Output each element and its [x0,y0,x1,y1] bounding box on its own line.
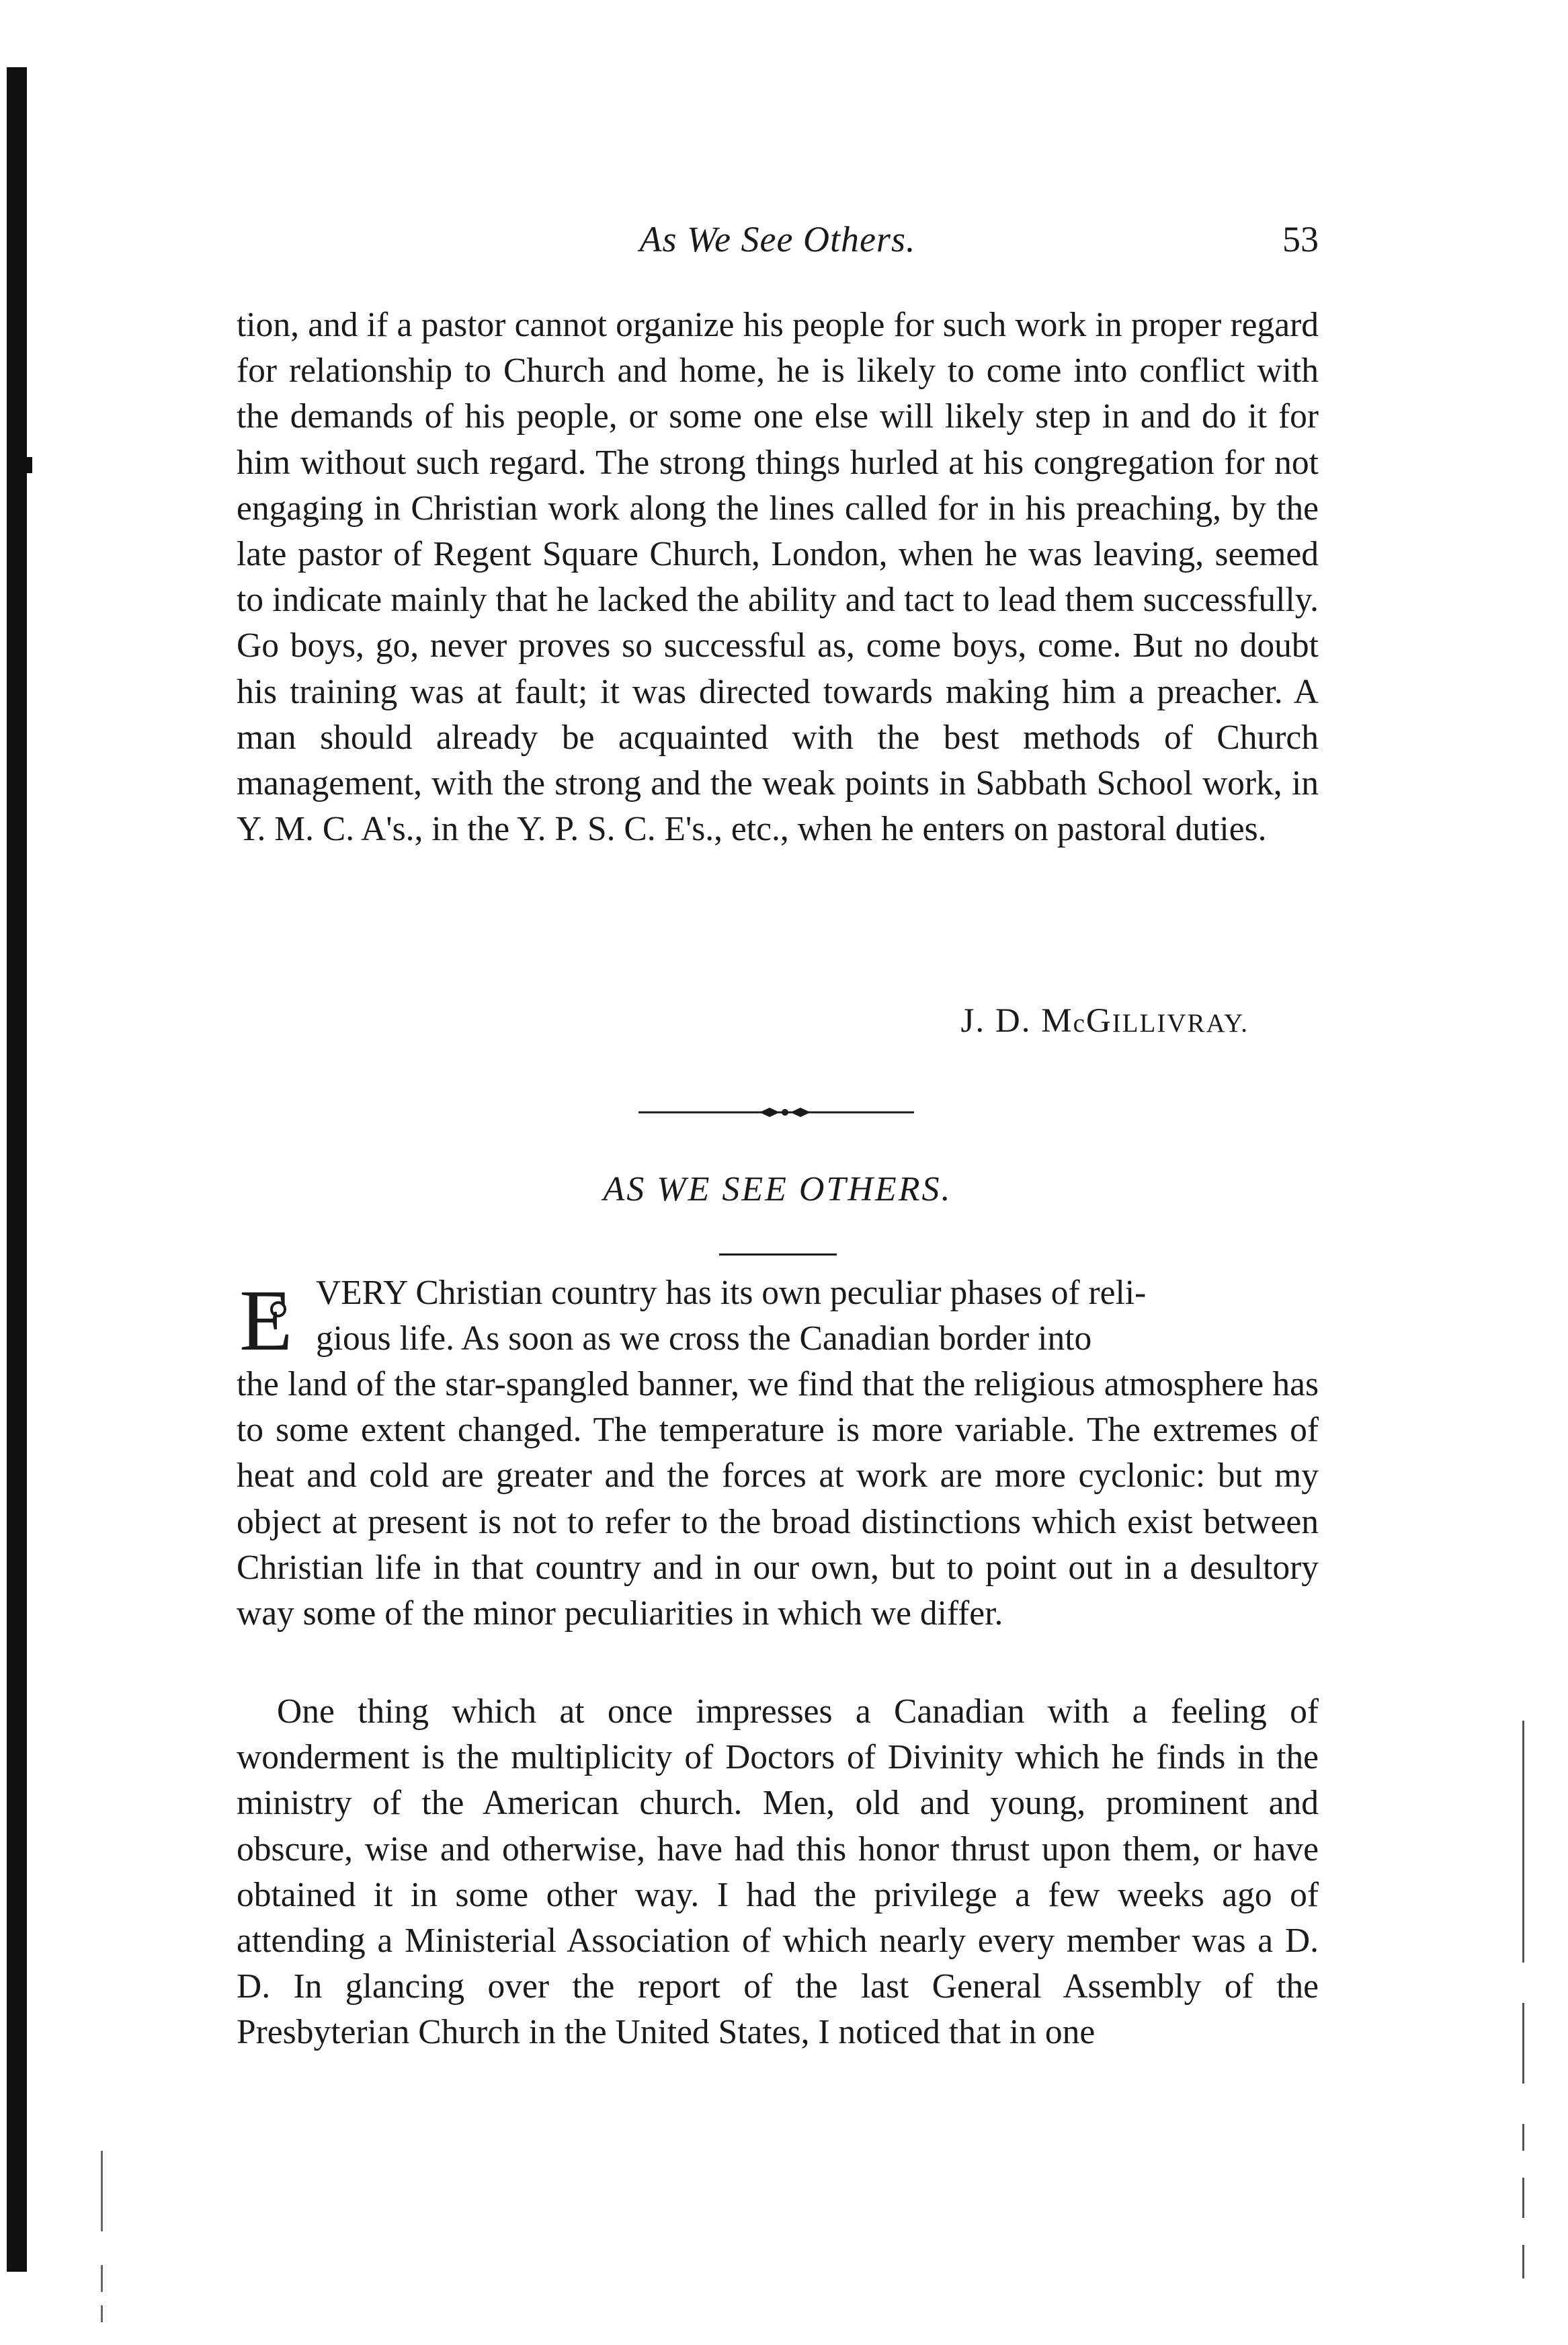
page-header [237,218,1319,272]
article-paragraph-2: One thing which at once impresses a Canadian with a feeling of wonderment is the multiplicity of Doctors of Divinity which he finds in the ministry of the American church. Men, old and young, prominent and obscure, wise and otherwise, have had this honor thrust upon them, or have obtained it in some other way. I had the privilege a few weeks ago of attending a Ministerial Association of which nearly every member was a D. D. In glancing over the report of the last General Assembly of the Presbyterian Church in the United States, I noticed that in one [237,1692,1319,2052]
article-paragraph-1: the land of the star-spangled banner, we find that the religious atmosphere has to some extent changed. The temperature is more variable. The extremes of heat and cold are greater and the forces at work are more cyclonic: but my object at present is not to refer to the broad distinctions which exist between Christian life in that country and in our own, but to point out in a desultory way some of the minor peculiarities in which we differ. [237,1365,1319,1633]
title-rule [719,1253,837,1256]
author-signature [961,1001,1249,1040]
drop-cap-e [237,1280,304,1355]
signature-rest: ILLIVRAY. [1112,1009,1249,1038]
section-divider-ornament [638,1102,914,1122]
scan-edge-notch [23,457,32,473]
svg-text:E: E [239,1280,293,1355]
scan-left-specks [101,2151,104,2326]
signature-initials: J. D. [960,1002,1042,1040]
scan-margin-specks [1514,1721,1555,2326]
signature-c: c [1073,1009,1086,1038]
scan-page-edge [7,67,27,2272]
section-title: AS WE SEE OTHERS. [603,1170,952,1208]
article-second-line: gious life. As soon as we cross the Canadian border into [316,1319,1092,1358]
signature-m: M [1041,1002,1073,1040]
article-first-line: VERY Christian country has its own peculiar phases of reli- [316,1274,1147,1312]
running-title: As We See Others. [639,219,916,259]
signature-g: G [1085,1002,1112,1040]
article-continued-paragraph: tion, and if a pastor cannot organize his people for such work in proper regard for relationship to Church and home, he is likely to come into conflict with the demands of his people, or some one else will likely step in and do it for him without such regard. The strong things hurled at his congregation for not engaging in Christian work along the lines called for in his preaching, by the late pastor of Regent Square Church, London, when he was leaving, seemed to indicate mainly that he lacked the ability and tact to lead them successfully. Go boys, go, never proves so successful as, come boys, come. But no doubt his training was at fault; it was directed towards making him a preacher. A man should already be acquainted with the best methods of Church management, with the strong and the weak points in Sabbath School work, in Y. M. C. A's., in the Y. P. S. C. E's., etc., when he enters on pastoral duties. [237,306,1319,849]
page-number: 53 [1282,219,1319,259]
